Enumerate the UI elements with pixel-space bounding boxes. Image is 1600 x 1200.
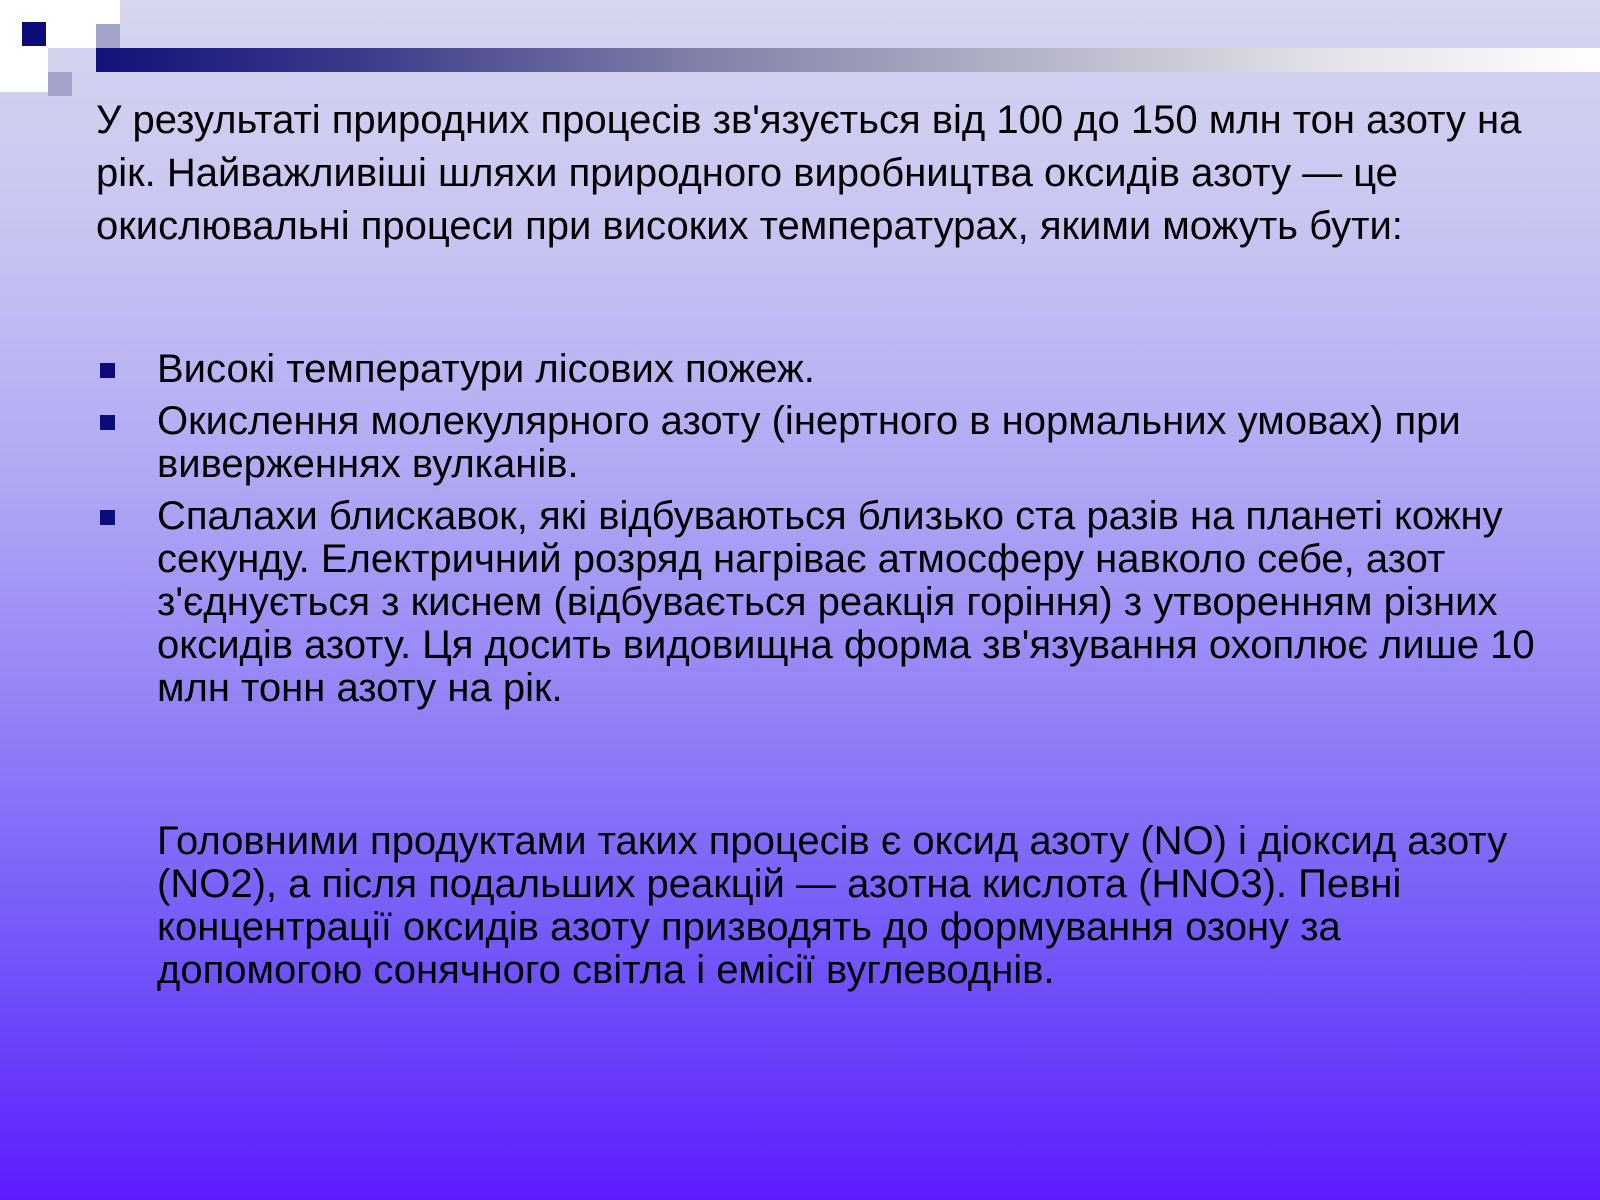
closing-paragraph: Головними продуктами таких процесів є оксид азоту (NO) і діоксид азоту (NO2), а після подальших реакцій — азотна кислота (HNO3). Певні концентрації оксидів азоту призводять до формування озону за допомогою сонячного світла і емісії вуглеводнів. [157, 819, 1508, 992]
list-item [96, 400, 1536, 486]
list-item [96, 348, 1536, 391]
bullet-text: Високі температури лісових пожеж. [157, 347, 815, 391]
decorative-square [22, 22, 46, 46]
decorative-square [96, 24, 120, 48]
bullet-list [96, 348, 1536, 719]
intro-paragraph: У результаті природних процесів зв'язується від 100 до 150 млн тон азоту на рік. Найважливіші шляхи природного виробництва оксидів азоту — це окислювальні процеси при високих температурах, якими можуть бути: [96, 98, 1522, 248]
decorative-square [48, 72, 72, 96]
square-bullet-icon [100, 415, 115, 430]
header-gradient-bar [96, 48, 1600, 72]
list-item [96, 495, 1536, 710]
bullet-text: Спалахи блискавок, які відбуваються близько ста разів на планеті кожну секунду. Електричний розряд нагріває атмосферу навколо себе, азот з'єднується з киснем (відбувається реакція горіння) з утворенням різних оксидів азоту. Ця досить видовищна форма зв'язування охоплює лише 10 млн тонн азоту на рік. [157, 494, 1535, 710]
square-bullet-icon [100, 510, 115, 525]
square-bullet-icon [100, 363, 115, 378]
bullet-text: Окислення молекулярного азоту (інертного в нормальних умовах) при виверженнях вулканів. [157, 399, 1461, 486]
